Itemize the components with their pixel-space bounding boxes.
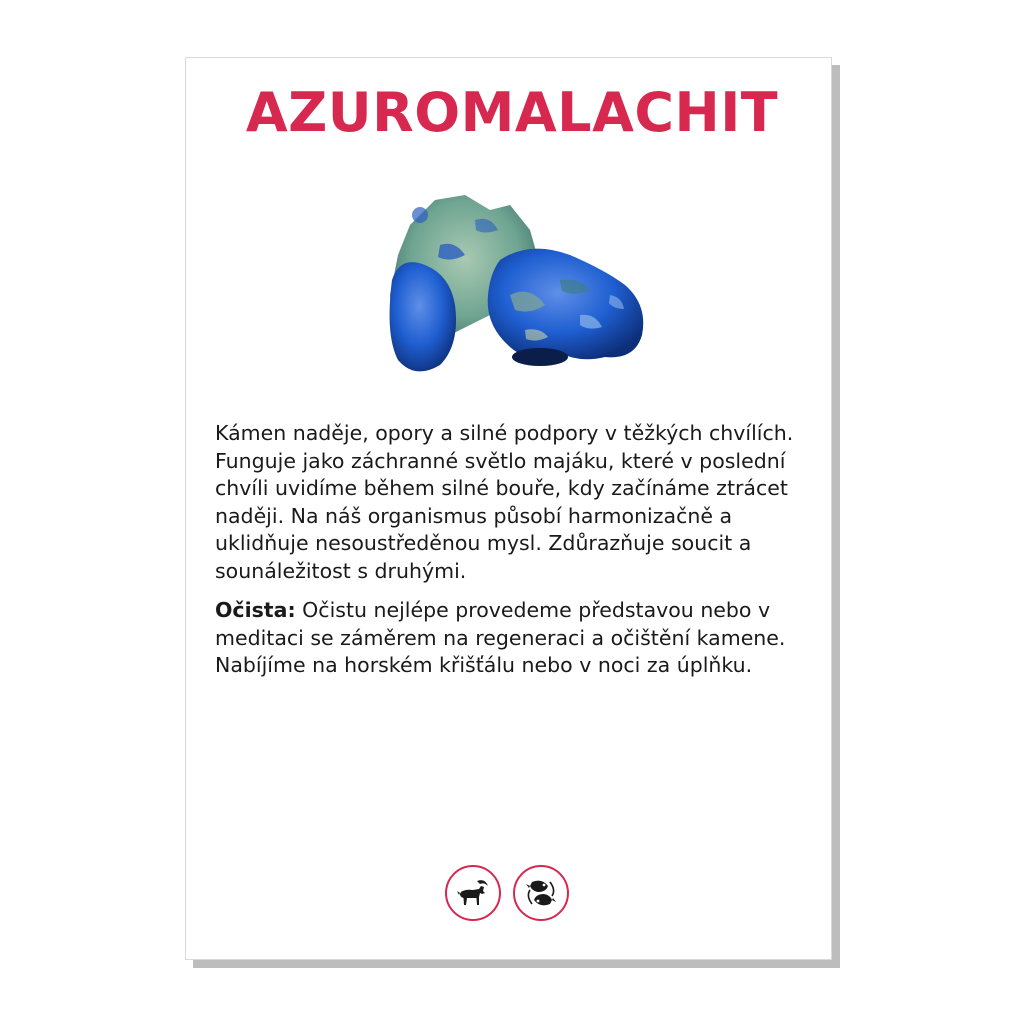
azuromalachite-stone-image: [380, 185, 650, 385]
zodiac-icons: [445, 865, 569, 921]
cleansing-paragraph: [215, 597, 815, 680]
capricorn-icon: [445, 865, 501, 921]
pisces-icon: [513, 865, 569, 921]
description-paragraph: Kámen naděje, opory a silné podpory v těžkých chvílích. Funguje jako záchranné světlo majáku, které v poslední chvíli uvidíme během silné bouře, kdy začínáme ztrácet naději. Na náš organismus působí harmonizačně a uklidňuje nesoustředěnou mysl. Zdůrazňuje soucit a sounáležitost s druhými.: [215, 421, 794, 583]
card-text: [215, 420, 815, 692]
card-title: AZUROMALACHIT: [245, 81, 779, 144]
cleansing-text: Očistu nejlépe provedeme představou nebo v meditaci se záměrem na regeneraci a očištění kamene. Nabíjíme na horském křišťálu nebo v noci za úplňku.: [215, 598, 786, 677]
cleansing-label: Očista:: [215, 598, 296, 622]
